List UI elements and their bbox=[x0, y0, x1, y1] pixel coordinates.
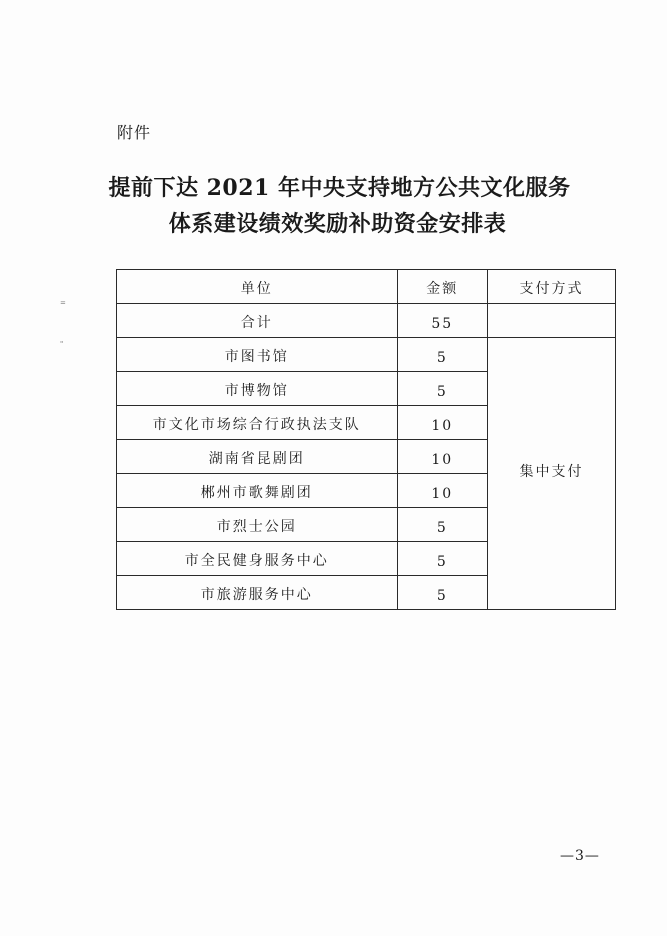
scan-mark: " bbox=[60, 340, 64, 348]
table-total-row bbox=[117, 304, 616, 338]
total-payment-method bbox=[487, 304, 615, 338]
header-unit: 单位 bbox=[117, 270, 398, 304]
table-row bbox=[117, 338, 616, 372]
row-unit: 郴州市歌舞剧团 bbox=[117, 474, 398, 508]
row-unit: 市全民健身服务中心 bbox=[117, 542, 398, 576]
header-payment-method: 支付方式 bbox=[487, 270, 615, 304]
row-amount: 5 bbox=[397, 508, 487, 542]
row-amount: 10 bbox=[397, 406, 487, 440]
row-unit: 市博物馆 bbox=[117, 372, 398, 406]
row-amount: 5 bbox=[397, 372, 487, 406]
row-unit: 市图书馆 bbox=[117, 338, 398, 372]
total-amount: 55 bbox=[397, 304, 487, 338]
document-title-line-2: 体系建设绩效奖励补助资金安排表 bbox=[168, 211, 507, 237]
row-unit: 湖南省昆剧团 bbox=[117, 440, 398, 474]
table-header-row bbox=[117, 270, 616, 304]
row-unit: 市文化市场综合行政执法支队 bbox=[117, 406, 398, 440]
attachment-label: 附件 bbox=[117, 123, 152, 142]
document-title-line-1: 提前下达 2021 年中央支持地方公共文化服务 bbox=[108, 175, 571, 201]
row-unit: 市烈士公园 bbox=[117, 508, 398, 542]
page-number: —3— bbox=[560, 848, 600, 864]
row-amount: 5 bbox=[397, 542, 487, 576]
allocation-table bbox=[116, 269, 616, 610]
header-amount: 金额 bbox=[397, 270, 487, 304]
row-amount: 10 bbox=[397, 474, 487, 508]
row-amount: 10 bbox=[397, 440, 487, 474]
merged-payment-method: 集中支付 bbox=[487, 338, 615, 610]
row-amount: 5 bbox=[397, 576, 487, 610]
scan-mark: = bbox=[60, 299, 66, 307]
row-unit: 市旅游服务中心 bbox=[117, 576, 398, 610]
total-label: 合计 bbox=[117, 304, 398, 338]
row-amount: 5 bbox=[397, 338, 487, 372]
